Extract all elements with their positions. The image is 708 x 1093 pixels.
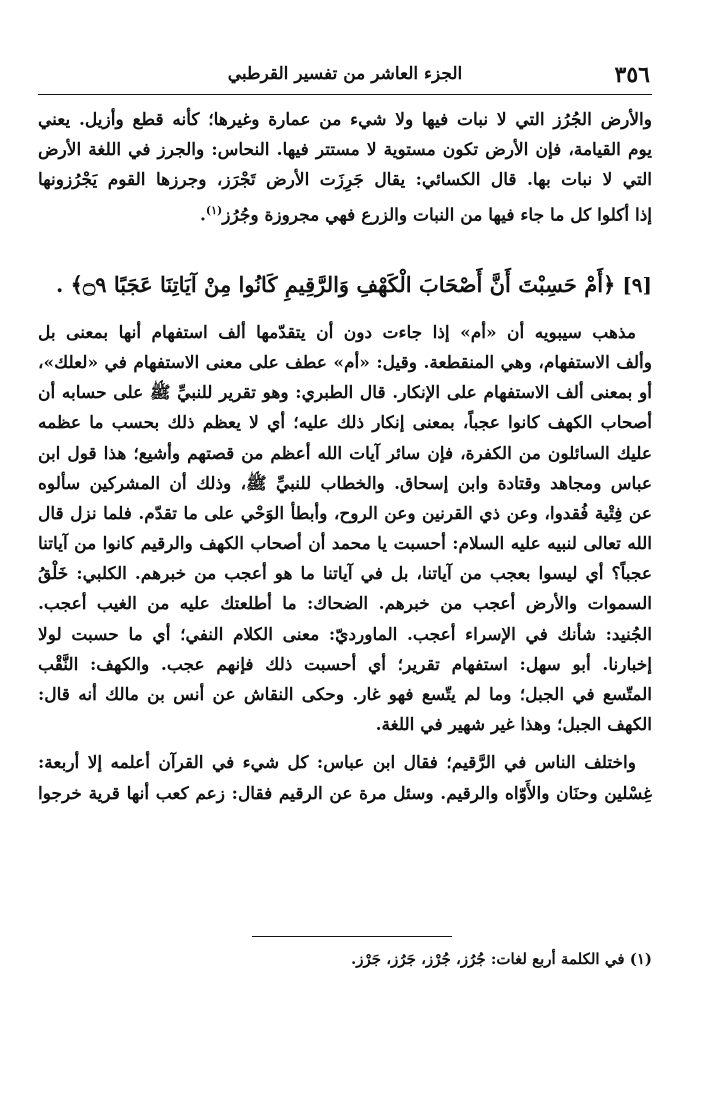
- footnote-marker: (١): [205, 203, 223, 217]
- text-line: مذهب سيبويه أن «أم» إذا جاءت دون أن يتقدّمها ألف استفهام أنها بمعنى بل: [38, 322, 636, 343]
- text-line: أصحاب الكهف كانوا عجباً، بمعنى إنكار ذلك عليه؛ أي لا يعظم ذلك بحسب ما عظمه: [38, 413, 652, 434]
- book-page: [38, 60, 652, 1093]
- text-line: غِسْلين وحنَان والأَوّاه والرقيم. وسئل مرة عن الرقيم فقال: زعم كعب أنها قرية خرجوا: [38, 783, 652, 804]
- footnote-divider: [252, 936, 452, 937]
- text-line: عليك السائلون من الكفرة، فإن سائر آيات الله أعظم من قصتهم وأشيع؛ هذا قول ابن: [38, 443, 652, 464]
- text-line: الكهف الجبل؛ وهذا غير شهير في اللغة.: [375, 715, 652, 736]
- text-line: عن فِتْية فُقدوا، وعن ذي القرنين وعن الروح، وأبطأ الوَحْي على ما تقدّم. فلما نزل قال: [38, 503, 652, 524]
- commentary-paragraph: [38, 318, 652, 741]
- text-line: الجُنيد: شأنك في الإسراء أعجب. الماورديّ: معنى الكلام النفي؛ أي ما حسبت لولا: [38, 624, 652, 645]
- verse-text: ﴿أَمْ حَسِبْتَ أَنَّ أَصْحَابَ الْكَهْفِ وَالرَّقِيمِ كَانُوا مِنْ آيَاتِنَا عَجَبًا ۝٩﴾ .: [56, 271, 616, 297]
- page-header: [38, 60, 652, 95]
- text-line: يوم القيامة، فإن الأرض تكون مستوية لا مستتر فيها. النحاس: والجرز في اللغة الأرض: [38, 140, 652, 161]
- footnote-text: (١) في الكلمة أربع لغات: جُرُز، جُرْز، جَرُز، جَرْز.: [351, 950, 652, 968]
- text-line: السموات والأرض أعجب من خبرهم. الضحاك: ما أطلعتك عليه من الغيب أعجب.: [38, 594, 652, 615]
- quran-verse: [38, 262, 652, 308]
- text-line: عجباً؟ أي ليسوا بعجب من آياتنا، بل في آياتنا ما هو أعجب من خبرهم. الكلبي: خَلْقُ: [38, 564, 652, 585]
- text-line: واختلف الناس في الرَّقيم؛ فقال ابن عباس: كل شيء في القرآن أعلمه إلا أربعة:: [38, 753, 636, 774]
- intro-paragraph: [38, 105, 652, 226]
- text-line: المتّسع في الجبل؛ وما لم يتّسع فهو غار. وحكى النقاش عن أنس بن مالك أنه قال:: [38, 685, 652, 705]
- text-line: عباس ومجاهد وقتادة وابن إسحاق. والخطاب للنبيِّ ﷺ، وذلك أن المشركين سألوه: [38, 473, 652, 494]
- text-line: التي لا نبات بها. قال الكسائي: يقال جَرِزَت الأرض تَجْرَز، وجرزها القوم يَجْرُزونها: [38, 170, 652, 191]
- verse-number: [٩]: [622, 272, 652, 297]
- text-line-with-footnote: إذا أكلوا كل ما جاء فيها من النبات والزرع فهي مجروزة وجُرُز$^{(١)}$.: [199, 203, 652, 226]
- text-line: الله تعالى لنبيه عليه السلام: أحسبت يا محمد أن أصحاب الكهف والرقيم كانوا من آياتنا: [38, 534, 652, 555]
- text-line: وألف الاستفهام، وهي المنقطعة. وقيل: «أم» عطف على معنى الاستفهام في «لعلك»،: [38, 352, 652, 373]
- text-line: إخبارنا. أبو سهل: استفهام تقرير؛ أي أحسبت ذلك فإنهم عجب. والكهف: النَّقْب: [38, 654, 652, 675]
- text-line: والأرض الجُرُز التي لا نبات فيها ولا شيء من عمارة وغيرها؛ كأنه قطع وأزيل. يعني: [38, 110, 652, 130]
- text-line: إذا أكلوا كل ما جاء فيها من النبات والزرع فهي مجروزة وجُرُز: [222, 205, 652, 226]
- text-line: أو بمعنى ألف الاستفهام على الإنكار. قال الطبري: وهو تقرير للنبيِّ ﷺ على حسابه أن: [38, 383, 652, 404]
- running-title: الجزء العاشر من تفسير القرطبي: [227, 64, 463, 84]
- page-number: ٣٥٦: [614, 62, 650, 88]
- rakim-paragraph: [38, 748, 652, 808]
